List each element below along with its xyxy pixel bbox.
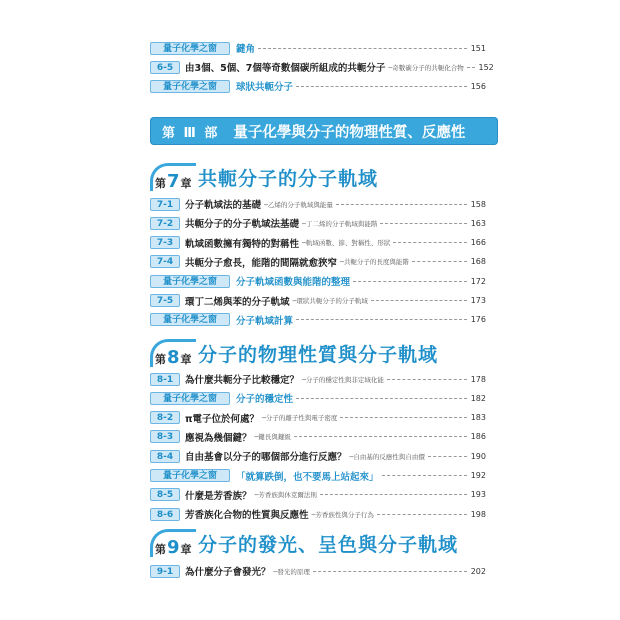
entry-subtitle: ─丁二烯的分子軌域與能階	[302, 219, 378, 228]
section-badge: 8-2	[150, 411, 180, 424]
toc-entry[interactable]	[150, 390, 486, 406]
dotted-leader	[296, 398, 467, 399]
dotted-leader	[377, 514, 467, 515]
entry-title: 「就算跌倒，也不要馬上站起來」	[236, 471, 379, 483]
entry-title: 什麼是芳香族？	[185, 490, 252, 502]
section-badge: 7-1	[150, 198, 180, 211]
entry-title: 自由基會以分子的哪個部分進行反應？	[185, 452, 347, 464]
toc-entry[interactable]	[150, 487, 486, 503]
page-number: 198	[470, 509, 486, 519]
chapter-heading-7[interactable]	[150, 160, 378, 194]
part-title: 量子化學與分子的物理性質、反應性	[233, 124, 466, 141]
toc-entry[interactable]	[150, 429, 486, 445]
toc-entry[interactable]	[150, 40, 486, 56]
toc-entry[interactable]	[150, 215, 486, 231]
chapter-suffix: 章	[180, 543, 192, 556]
page-number: 183	[470, 413, 486, 423]
entry-title: 軌域函數擁有獨特的對稱性	[185, 238, 300, 250]
entry-subtitle: ─鍵長與鍵級	[254, 433, 291, 442]
section-badge: 7-4	[150, 255, 180, 268]
entry-title: 為什麼共軛分子比較穩定？	[185, 375, 300, 386]
dotted-leader	[412, 261, 467, 262]
entry-subtitle: ─分子的離子性與電子密度	[262, 414, 338, 423]
chapter-heading-9[interactable]	[150, 526, 458, 560]
entry-title: 分子軌域法的基礎	[185, 200, 262, 211]
chapter-number: 8	[167, 347, 180, 368]
entry-title: 分子的穩定性	[236, 394, 294, 406]
entry-title: 共軛分子愈長，能階的間隔就愈狹窄	[185, 257, 338, 269]
column-badge: 量子化學之窗	[150, 42, 230, 55]
page-number: 166	[470, 238, 486, 248]
section-badge: 7-5	[150, 294, 180, 307]
chapter-suffix: 章	[180, 177, 192, 190]
page-number: 192	[470, 471, 486, 480]
entry-subtitle: ─共軛分子的長度與能階	[340, 258, 409, 267]
section-badge: 8-5	[150, 488, 180, 501]
toc-entry[interactable]	[150, 235, 486, 251]
column-badge: 量子化學之窗	[150, 313, 230, 326]
page-number: 156	[470, 81, 486, 91]
section-badge: 9-1	[150, 565, 180, 578]
chapter-tag	[150, 163, 196, 191]
dotted-leader	[393, 242, 467, 243]
part-label: 第 Ⅲ 部	[162, 125, 220, 141]
dotted-leader	[428, 456, 467, 457]
entry-title: 分子軌域函數與能階的整理	[236, 277, 351, 289]
page-number: 176	[470, 315, 486, 325]
page-number: 163	[470, 218, 486, 228]
column-badge: 量子化學之窗	[150, 80, 230, 93]
chapter-tag	[150, 339, 196, 367]
entry-subtitle: ─分子的穩定性與非定域化能	[302, 375, 384, 384]
dotted-leader	[340, 417, 467, 418]
part-banner	[150, 117, 498, 145]
column-badge: 量子化學之窗	[150, 392, 230, 405]
entry-subtitle: ─芳香族性與分子行為	[311, 510, 374, 519]
dotted-leader	[336, 204, 467, 205]
page-number: 202	[470, 566, 486, 576]
toc-entry[interactable]	[150, 563, 486, 579]
page-number: 182	[470, 393, 486, 403]
entry-subtitle: ─乙烯的分子軌域與能量	[264, 200, 333, 209]
toc-entry[interactable]	[150, 468, 486, 484]
dotted-leader	[313, 571, 467, 572]
chapter-number: 9	[167, 537, 180, 558]
chapter-heading-8[interactable]	[150, 336, 438, 370]
page-number: 190	[470, 451, 486, 461]
section-badge: 7-2	[150, 217, 180, 230]
entry-subtitle: ─芳香族與休克爾法則	[254, 491, 317, 500]
dotted-leader	[320, 494, 467, 495]
entry-title: π電子位於何處？	[185, 413, 260, 425]
toc-entry[interactable]	[150, 410, 486, 426]
page-number: 158	[470, 199, 486, 209]
dotted-leader	[258, 48, 467, 49]
section-badge: 8-1	[150, 373, 180, 386]
toc-entry[interactable]	[150, 293, 486, 309]
page-number: 151	[470, 43, 486, 53]
dotted-leader	[296, 86, 467, 87]
page-number: 168	[470, 257, 486, 267]
entry-subtitle: ─環狀共軛分子的分子軌域	[292, 297, 368, 305]
dotted-leader	[467, 67, 475, 68]
toc-entry[interactable]	[150, 273, 486, 289]
entry-subtitle: ─軌域函數、節、對稱性、形狀	[302, 239, 391, 248]
page-number: 193	[470, 490, 486, 500]
entry-title: 共軛分子的分子軌域法基礎	[185, 219, 300, 231]
toc-entry[interactable]	[150, 78, 486, 94]
toc-entry[interactable]	[150, 448, 486, 464]
section-badge: 8-6	[150, 508, 180, 521]
dotted-leader	[380, 223, 467, 224]
entry-title: 應視為幾個鍵？	[185, 432, 252, 444]
page-number: 178	[470, 374, 486, 384]
toc-entry[interactable]	[150, 59, 494, 75]
chapter-title: 分子的發光、呈色與分子軌域	[198, 533, 459, 556]
entry-title: 分子軌域計算	[236, 315, 294, 327]
chapter-prefix: 第	[155, 353, 166, 366]
dotted-leader	[353, 281, 467, 282]
section-badge: 6-5	[150, 61, 180, 74]
section-badge: 8-4	[150, 450, 180, 463]
toc-entry[interactable]	[150, 196, 486, 212]
column-badge: 量子化學之窗	[150, 275, 230, 288]
entry-title: 球狀共軛分子	[236, 82, 294, 93]
toc-entry[interactable]	[150, 506, 486, 522]
dotted-leader	[371, 300, 467, 301]
chapter-prefix: 第	[155, 543, 166, 556]
dotted-leader	[387, 379, 467, 380]
dotted-leader	[294, 436, 467, 437]
toc-entry[interactable]	[150, 254, 486, 270]
page-number: 152	[478, 62, 494, 72]
chapter-suffix: 章	[180, 353, 192, 366]
chapter-title: 分子的物理性質與分子軌域	[198, 343, 439, 366]
entry-title: 為什麼分子會發光？	[185, 567, 271, 578]
page-number: 172	[470, 276, 486, 286]
entry-title: 由3個、5個、7個等奇數個碳所組成的共軛分子	[185, 63, 386, 74]
entry-subtitle: ─自由基的反應性與自由價	[349, 452, 425, 461]
chapter-prefix: 第	[155, 177, 166, 190]
dotted-leader	[296, 319, 467, 320]
page-number: 173	[470, 296, 486, 305]
toc-entry[interactable]	[150, 312, 486, 328]
chapter-tag	[150, 529, 196, 557]
entry-subtitle: ─奇數碳分子的共軛化合物	[388, 63, 464, 72]
toc-entry[interactable]	[150, 371, 486, 387]
page-number: 186	[470, 432, 486, 442]
entry-title: 環丁二烯與苯的分子軌域	[185, 296, 290, 308]
entry-title: 芳香族化合物的性質與反應性	[185, 510, 309, 522]
chapter-number: 7	[167, 171, 180, 192]
entry-title: 鍵角	[236, 44, 256, 55]
section-badge: 8-3	[150, 430, 180, 443]
column-badge: 量子化學之窗	[150, 469, 230, 482]
entry-subtitle: ─發光的原理	[273, 567, 310, 576]
section-badge: 7-3	[150, 236, 180, 249]
chapter-title: 共軛分子的分子軌域	[198, 167, 379, 190]
dotted-leader	[382, 475, 467, 476]
